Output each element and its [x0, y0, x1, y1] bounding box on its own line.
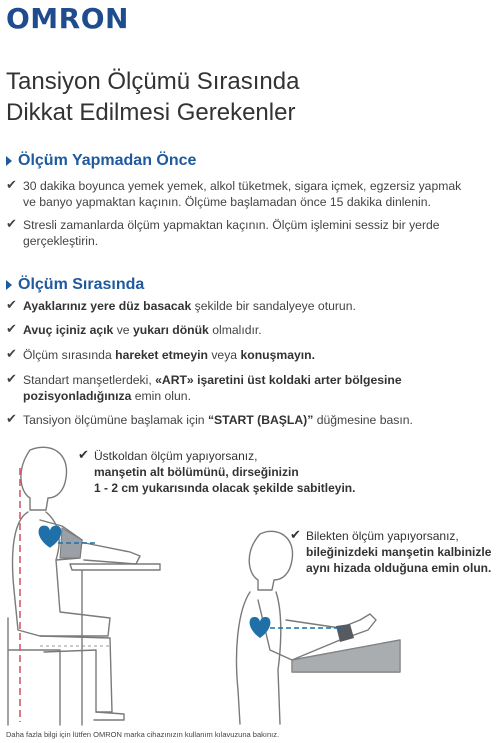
torso-outline	[237, 592, 281, 724]
item-text: ve banyo yapmaktan kaçının. Ölçüme başlamadan önce 15 dakika dinlenin.	[23, 195, 431, 209]
legs-outline	[40, 636, 112, 712]
wrist-cuff	[336, 624, 354, 642]
note-bold-text: bileğinizdeki manşetin kalbinizle	[306, 545, 492, 559]
section-before-measurement	[6, 152, 196, 170]
section-heading: Ölçüm Yapmadan Önce	[18, 152, 197, 169]
item-bold-text: Avuç içiniz açık	[23, 323, 114, 337]
page-title	[6, 66, 299, 128]
check-icon: ✔	[6, 322, 17, 337]
title-line-2: Dikkat Edilmesi Gerekenler	[6, 99, 296, 126]
item-bold-text: pozisyonladığınıza	[23, 389, 132, 403]
check-icon: ✔	[6, 347, 17, 362]
item-bold-text: “START (BAŞLA)”	[207, 413, 314, 427]
list-item	[6, 412, 496, 428]
check-icon: ✔	[6, 412, 17, 427]
item-text: emin olun.	[131, 389, 191, 403]
list-item	[6, 347, 496, 363]
item-text: Stresli zamanlarda ölçüm yapmaktan kaçının. Ölçüm işlemini sessiz bir yerde	[23, 218, 440, 232]
check-icon: ✔	[78, 448, 89, 463]
note-text: Üstkoldan ölçüm yapıyorsanız,	[94, 449, 258, 463]
check-icon: ✔	[6, 298, 17, 313]
forearm-outline	[80, 542, 140, 564]
list-item	[6, 372, 496, 404]
item-text: gerçekleştirin.	[23, 234, 99, 248]
table-outline	[70, 564, 160, 725]
item-bold-text: hareket etmeyin	[115, 348, 208, 362]
item-text: olmalıdır.	[208, 323, 262, 337]
note-bold-text: 1 - 2 cm yukarısında olacak şekilde sabitleyin.	[94, 481, 356, 495]
item-text: veya	[207, 348, 241, 362]
footer-note: Daha fazla bilgi için lütfen OMRON marka cihazınızın kullanım kılavuzuna bakınız.	[6, 730, 280, 739]
omron-logo: OMRON	[6, 2, 129, 35]
check-icon: ✔	[6, 178, 17, 193]
item-text: şekilde bir sandalyeye oturun.	[191, 299, 356, 313]
list-item	[6, 322, 496, 338]
item-bold-text: konuşmayın.	[240, 348, 315, 362]
item-text: Tansiyon ölçümüne başlamak için	[23, 413, 208, 427]
note-bold-text: aynı hizada olduğuna emin olun.	[306, 561, 492, 575]
section-arrow-icon	[6, 280, 12, 290]
head-outline	[21, 447, 67, 510]
item-bold-text: yukarı dönük	[132, 323, 209, 337]
section-arrow-icon	[6, 156, 12, 166]
item-bold-text: «ART» işaretini üst koldaki arter bölgesine	[155, 373, 402, 387]
arm-rest-fill	[292, 640, 400, 672]
item-text: 30 dakika boyunca yemek yemek, alkol tüketmek, sigara içmek, egzersiz yapmak	[23, 179, 462, 193]
check-icon: ✔	[6, 217, 17, 232]
note-text: Bilekten ölçüm yapıyorsanız,	[306, 529, 459, 543]
list-item	[6, 178, 496, 210]
item-text: Ölçüm sırasında	[23, 348, 116, 362]
item-bold-text: Ayaklarınız yere düz basacak	[23, 299, 192, 313]
section-during-measurement	[6, 276, 144, 294]
item-text: ve	[113, 323, 133, 337]
list-item	[6, 217, 496, 249]
seated-person-illustration	[0, 440, 240, 730]
list-item	[6, 298, 496, 314]
section-heading: Ölçüm Sırasında	[18, 276, 145, 293]
wrist-person-illustration	[220, 520, 430, 730]
check-icon: ✔	[290, 528, 301, 543]
heart-icon	[39, 526, 62, 548]
heart-icon	[250, 617, 271, 638]
note-bold-text: manşetin alt bölümünü, dirseğinizin	[94, 465, 299, 479]
head-outline	[249, 531, 292, 590]
item-text: Standart manşetlerdeki,	[23, 373, 156, 387]
title-line-1: Tansiyon Ölçümü Sırasında	[6, 68, 300, 95]
check-icon: ✔	[6, 372, 17, 387]
item-text: düğmesine basın.	[313, 413, 413, 427]
feet-outline	[94, 712, 124, 720]
